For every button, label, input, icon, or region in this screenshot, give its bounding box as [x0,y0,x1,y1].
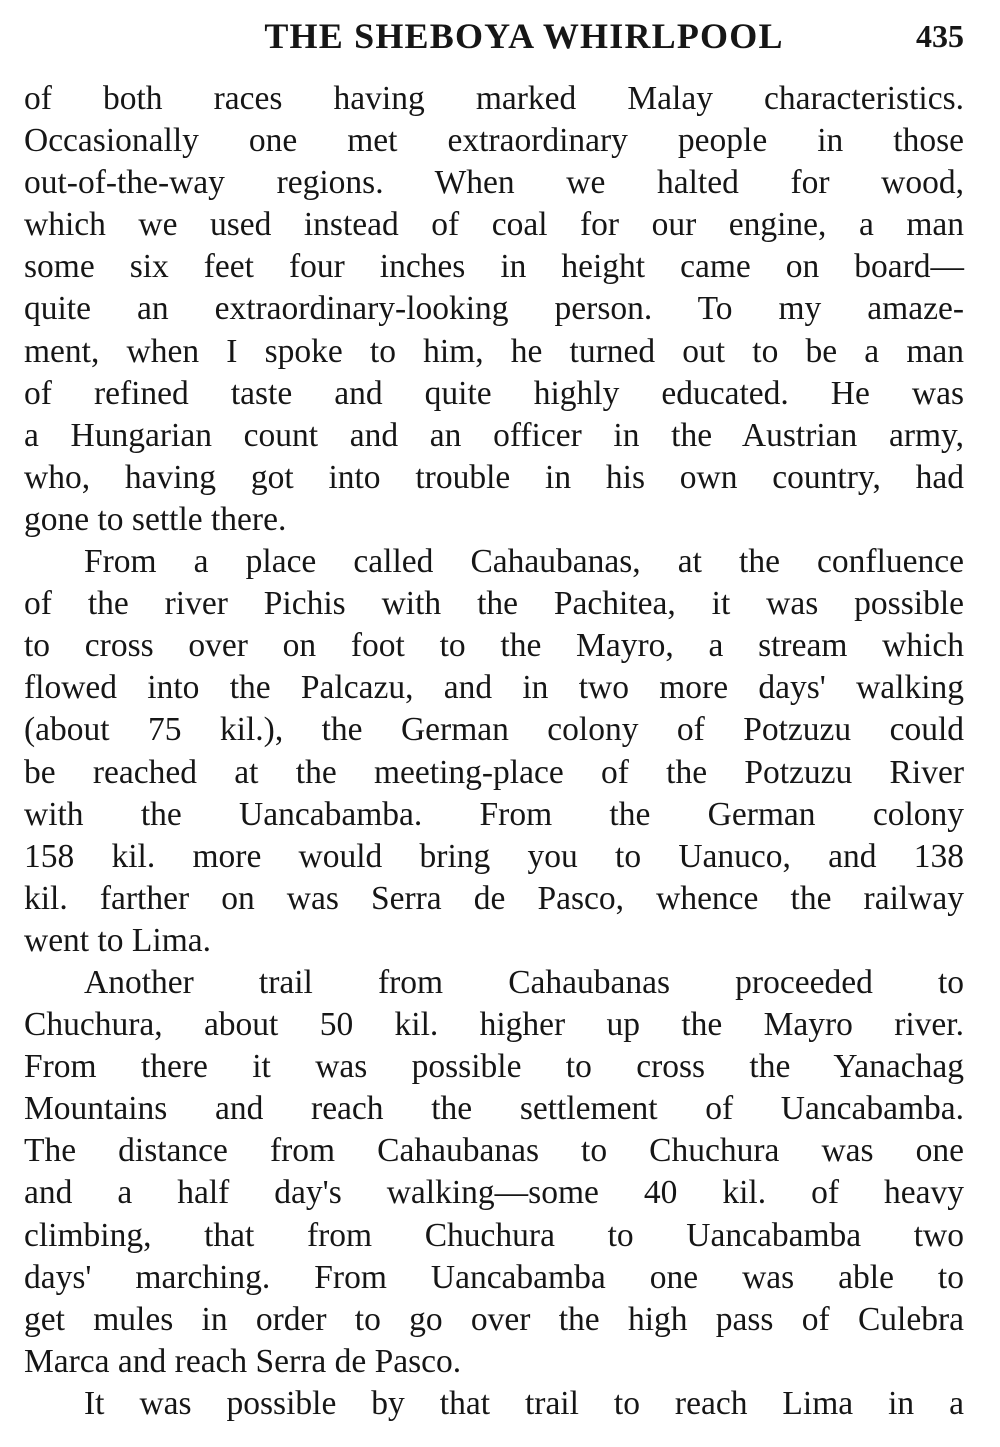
text-line: (about 75 kil.), the German colony of Potzuzu could [24,711,964,749]
text-line: get mules in order to go over the high pass of Culebra [24,1300,964,1338]
running-title: THE SHEBOYA WHIRLPOOL [264,16,784,56]
text-line: ment, when I spoke to him, he turned out to be a man [24,332,964,370]
text-line: out-of-the-way regions. When we halted for wood, [24,164,964,202]
page-header [24,14,964,58]
text-line: quite an extraordinary-looking person. To my amaze- [24,290,964,328]
paragraph-end-line: Marca and reach Serra de Pasco. [24,1342,462,1380]
text-line: a Hungarian count and an officer in the Austrian army, [24,416,964,454]
text-line: with the Uancabamba. From the German colony [24,795,964,833]
paragraph-first-line: Another trail from Cahaubanas proceeded to [84,963,964,1001]
text-line: Occasionally one met extraordinary people in those [24,122,964,160]
body-text [24,78,964,1425]
text-line: flowed into the Palcazu, and in two more days' walking [24,669,964,707]
text-line: of the river Pichis with the Pachitea, it was possible [24,585,964,623]
paragraph-end-line: went to Lima. [24,921,211,959]
text-line: which we used instead of coal for our engine, a man [24,206,964,244]
text-line: to cross over on foot to the Mayro, a stream which [24,627,964,665]
text-line: Mountains and reach the settlement of Uancabamba. [24,1090,964,1128]
text-line: days' marching. From Uancabamba one was able to [24,1258,964,1296]
text-line: 158 kil. more would bring you to Uanuco, and 138 [24,837,964,875]
text-line: climbing, that from Chuchura to Uancabamba two [24,1216,964,1254]
paragraph-first-line: From a place called Cahaubanas, at the confluence [84,543,964,581]
text-line: some six feet four inches in height came on board— [24,248,964,286]
text-line: who, having got into trouble in his own country, had [24,458,964,496]
text-line: and a half day's walking—some 40 kil. of heavy [24,1174,964,1212]
paragraph-first-line: It was possible by that trail to reach Lima in a [84,1384,964,1422]
page-number: 435 [916,18,964,54]
text-line: From there it was possible to cross the Yanachag [24,1048,964,1086]
paragraph-end-line: gone to settle there. [24,500,287,538]
text-line: kil. farther on was Serra de Pasco, whence the railway [24,879,964,917]
text-line: of refined taste and quite highly educated. He was [24,374,964,412]
text-line: The distance from Cahaubanas to Chuchura was one [24,1132,964,1170]
text-line: be reached at the meeting-place of the Potzuzu River [24,753,964,791]
text-line: Chuchura, about 50 kil. higher up the Mayro river. [24,1006,964,1044]
text-line: of both races having marked Malay characteristics. [24,80,964,117]
